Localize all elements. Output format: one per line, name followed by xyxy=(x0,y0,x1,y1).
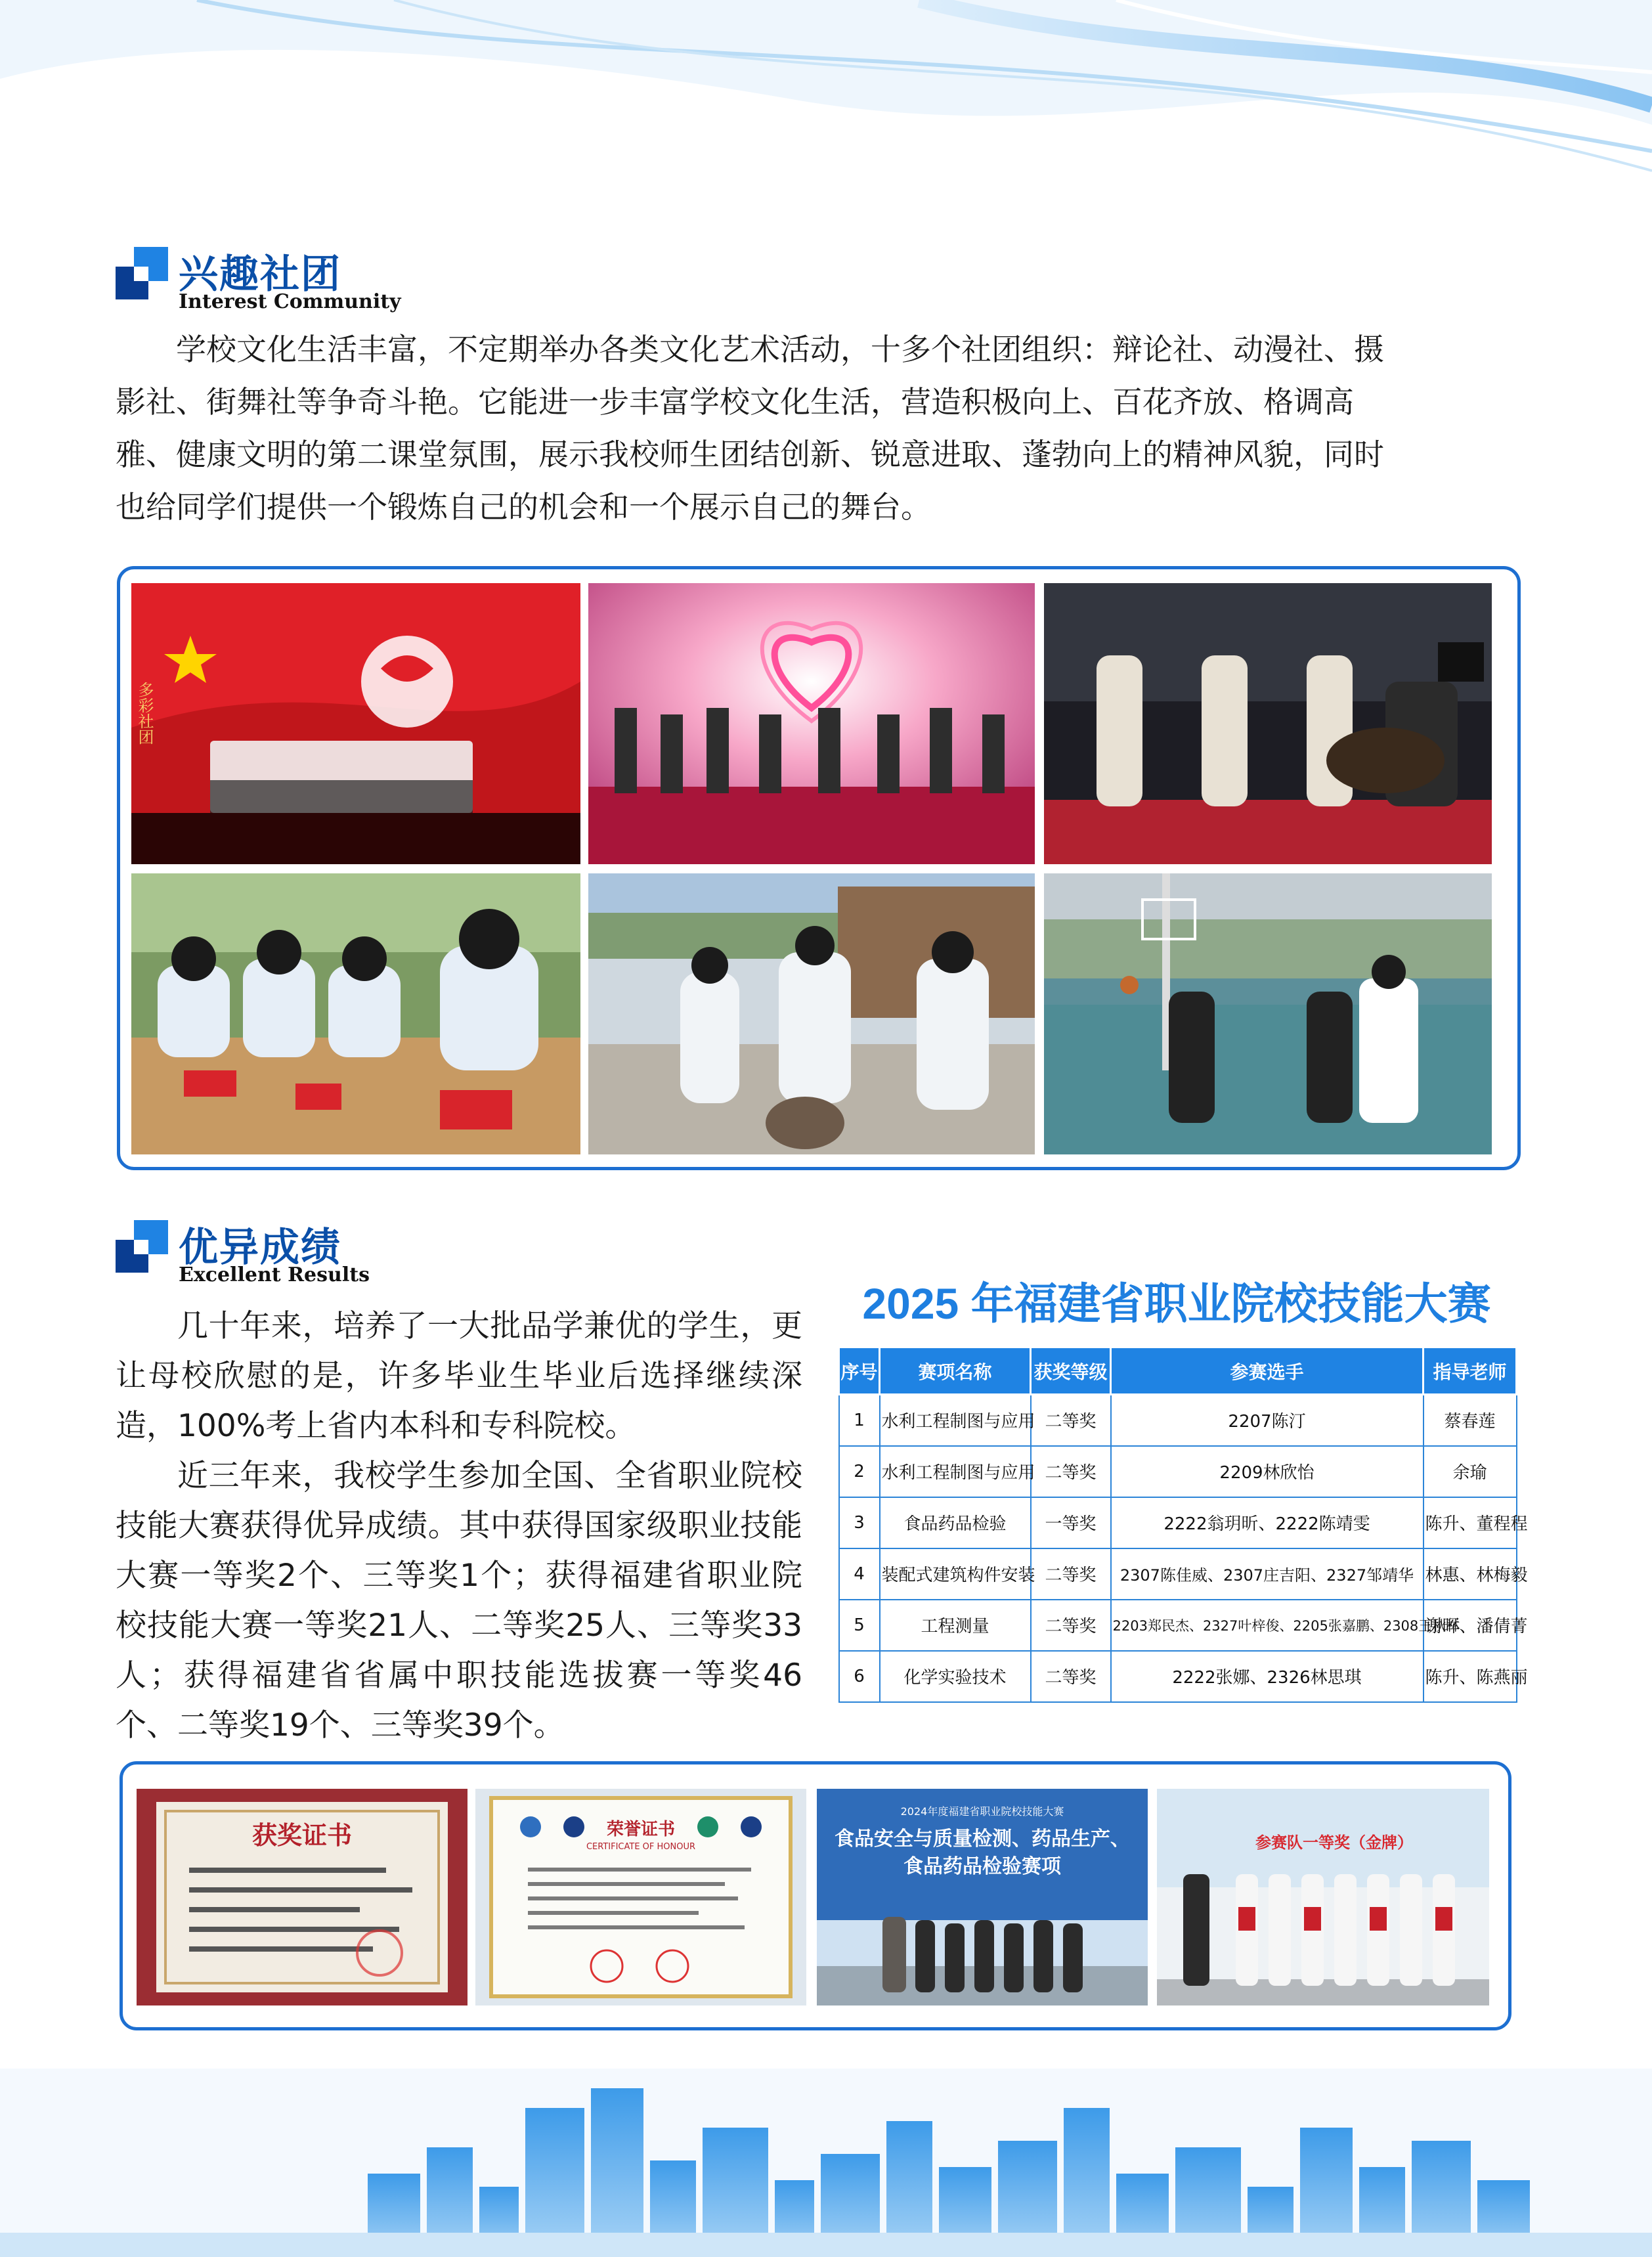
table-row xyxy=(839,1548,1517,1600)
interest-line-1: 学校文化生活丰富，不定期举办各类文化艺术活动，十多个社团组织：辩论社、动漫社、摄 xyxy=(176,332,1384,367)
interest-line-3: 雅、健康文明的第二课堂氛围，展示我校师生团结创新、锐意进取、蓬勃向上的精神风貌，同时 xyxy=(116,437,1384,472)
photo-music-stage xyxy=(1044,583,1492,864)
cell-contestants: 2203郑民杰、2327叶梓俊、2205张嘉鹏、2308王秋林 xyxy=(1111,1600,1424,1651)
cell-contestants: 2209林欣怡 xyxy=(1111,1446,1424,1497)
interest-line-4: 也给同学们提供一个锻炼自己的机会和一个展示自己的舞台。 xyxy=(116,489,931,525)
stage-sign-text: 多彩社团 xyxy=(135,682,154,745)
awards-table xyxy=(838,1346,1528,1703)
table-row xyxy=(839,1395,1517,1446)
cell-level: 一等奖 xyxy=(1031,1497,1111,1548)
interest-paragraph xyxy=(116,323,1521,533)
cell-event: 化学实验技术 xyxy=(880,1651,1031,1702)
cell-event: 食品药品检验 xyxy=(880,1497,1031,1548)
awards-table-title: 2025 年福建省职业院校技能大赛 xyxy=(862,1279,1491,1328)
cell-event: 工程测量 xyxy=(880,1600,1031,1651)
photo-competition-group xyxy=(817,1789,1148,2005)
cell-teachers: 余瑜 xyxy=(1424,1446,1517,1497)
header-event: 赛项名称 xyxy=(880,1348,1031,1395)
cell-teachers: 陈升、董程程 xyxy=(1424,1497,1517,1548)
cell-index: 3 xyxy=(839,1497,880,1548)
photo-craft-class xyxy=(131,873,580,1154)
square-logo-icon xyxy=(116,247,168,299)
results-title: 优异成绩 xyxy=(179,1225,341,1271)
cell-index: 5 xyxy=(839,1600,880,1651)
gold-banner-text: 参赛队一等奖（金牌） xyxy=(1255,1833,1413,1852)
cell-event: 水利工程制图与应用 xyxy=(880,1446,1031,1497)
cell-level: 二等奖 xyxy=(1031,1651,1111,1702)
interest-line-2: 影社、街舞社等争奇斗艳。它能进一步丰富学校文化生活，营造积极向上、百花齐放、格调高 xyxy=(116,384,1354,420)
event-banner-line2-text: 食品药品检验赛项 xyxy=(903,1855,1061,1878)
photo-dance-stage xyxy=(588,583,1035,864)
photo-basketball xyxy=(1044,873,1492,1154)
cell-event: 水利工程制图与应用 xyxy=(880,1395,1031,1446)
photo-certificate-honour xyxy=(475,1789,806,2005)
cell-index: 2 xyxy=(839,1446,880,1497)
table-row xyxy=(839,1600,1517,1651)
header-level: 获奖等级 xyxy=(1031,1348,1111,1395)
table-header-row xyxy=(839,1348,1517,1395)
cell-level: 二等奖 xyxy=(1031,1600,1111,1651)
square-logo-icon xyxy=(116,1220,168,1273)
cell-contestants: 2222翁玥昕、2222陈靖雯 xyxy=(1111,1497,1424,1548)
cert2-title-text: 荣誉证书 xyxy=(606,1820,676,1839)
results-para-2: 近三年来，我校学生参加全国、全省职业院校技能大赛获得优异成绩。其中获得国家级职业技能大赛一等奖2个、三等奖1个；获得福建省职业院校技能大赛一等奖21人、二等奖25人、三等奖33人；获得福建省省属中职技能选拔赛一等奖46个、二等奖19个、三等奖39个。 xyxy=(116,1458,802,1743)
city-skyline-decoration xyxy=(0,2069,1652,2257)
cell-teachers: 蔡春莲 xyxy=(1424,1395,1517,1446)
results-paragraph xyxy=(116,1302,802,1751)
interest-title: 兴趣社团 xyxy=(179,252,341,297)
photo-gold-medal-team xyxy=(1157,1789,1489,2005)
cert1-title-text: 获奖证书 xyxy=(251,1820,353,1850)
cell-index: 6 xyxy=(839,1651,880,1702)
cell-teachers: 陈升、陈燕丽 xyxy=(1424,1651,1517,1702)
interest-subtitle: Interest Community xyxy=(179,290,401,313)
photo-outdoor-activity xyxy=(588,873,1035,1154)
header-contestants: 参赛选手 xyxy=(1111,1348,1424,1395)
cell-contestants: 2222张娜、2326林思琪 xyxy=(1111,1651,1424,1702)
cert2-en-text: CERTIFICATE OF HONOUR xyxy=(586,1842,696,1852)
cell-index: 4 xyxy=(839,1548,880,1600)
cell-event: 装配式建筑构件安装 xyxy=(880,1548,1031,1600)
cell-teachers: 谢晖、潘倩菁 xyxy=(1424,1600,1517,1651)
cell-level: 二等奖 xyxy=(1031,1548,1111,1600)
photo-certificate-award xyxy=(137,1789,467,2005)
table-row xyxy=(839,1446,1517,1497)
cell-level: 二等奖 xyxy=(1031,1395,1111,1446)
header-index: 序号 xyxy=(839,1348,880,1395)
results-subtitle: Excellent Results xyxy=(179,1263,370,1286)
cell-contestants: 2207陈汀 xyxy=(1111,1395,1424,1446)
top-wave-decoration xyxy=(0,0,1652,217)
results-para-1: 几十年来，培养了一大批品学兼优的学生，更让母校欣慰的是，许多毕业生毕业后选择继续深造，100%考上省内本科和专科院校。 xyxy=(116,1308,802,1444)
header-teachers: 指导老师 xyxy=(1424,1348,1517,1395)
photo-choir-stage xyxy=(131,583,580,864)
event-banner-line1-text: 食品安全与质量检测、药品生产、 xyxy=(835,1828,1130,1851)
cell-teachers: 林惠、林梅毅 xyxy=(1424,1548,1517,1600)
cell-contestants: 2307陈佳威、2307庄吉阳、2327邹靖华 xyxy=(1111,1548,1424,1600)
cell-index: 1 xyxy=(839,1395,880,1446)
cell-level: 二等奖 xyxy=(1031,1446,1111,1497)
table-row xyxy=(839,1651,1517,1702)
table-row xyxy=(839,1497,1517,1548)
event-banner-small-text: 2024年度福建省职业院校技能大赛 xyxy=(900,1805,1064,1818)
